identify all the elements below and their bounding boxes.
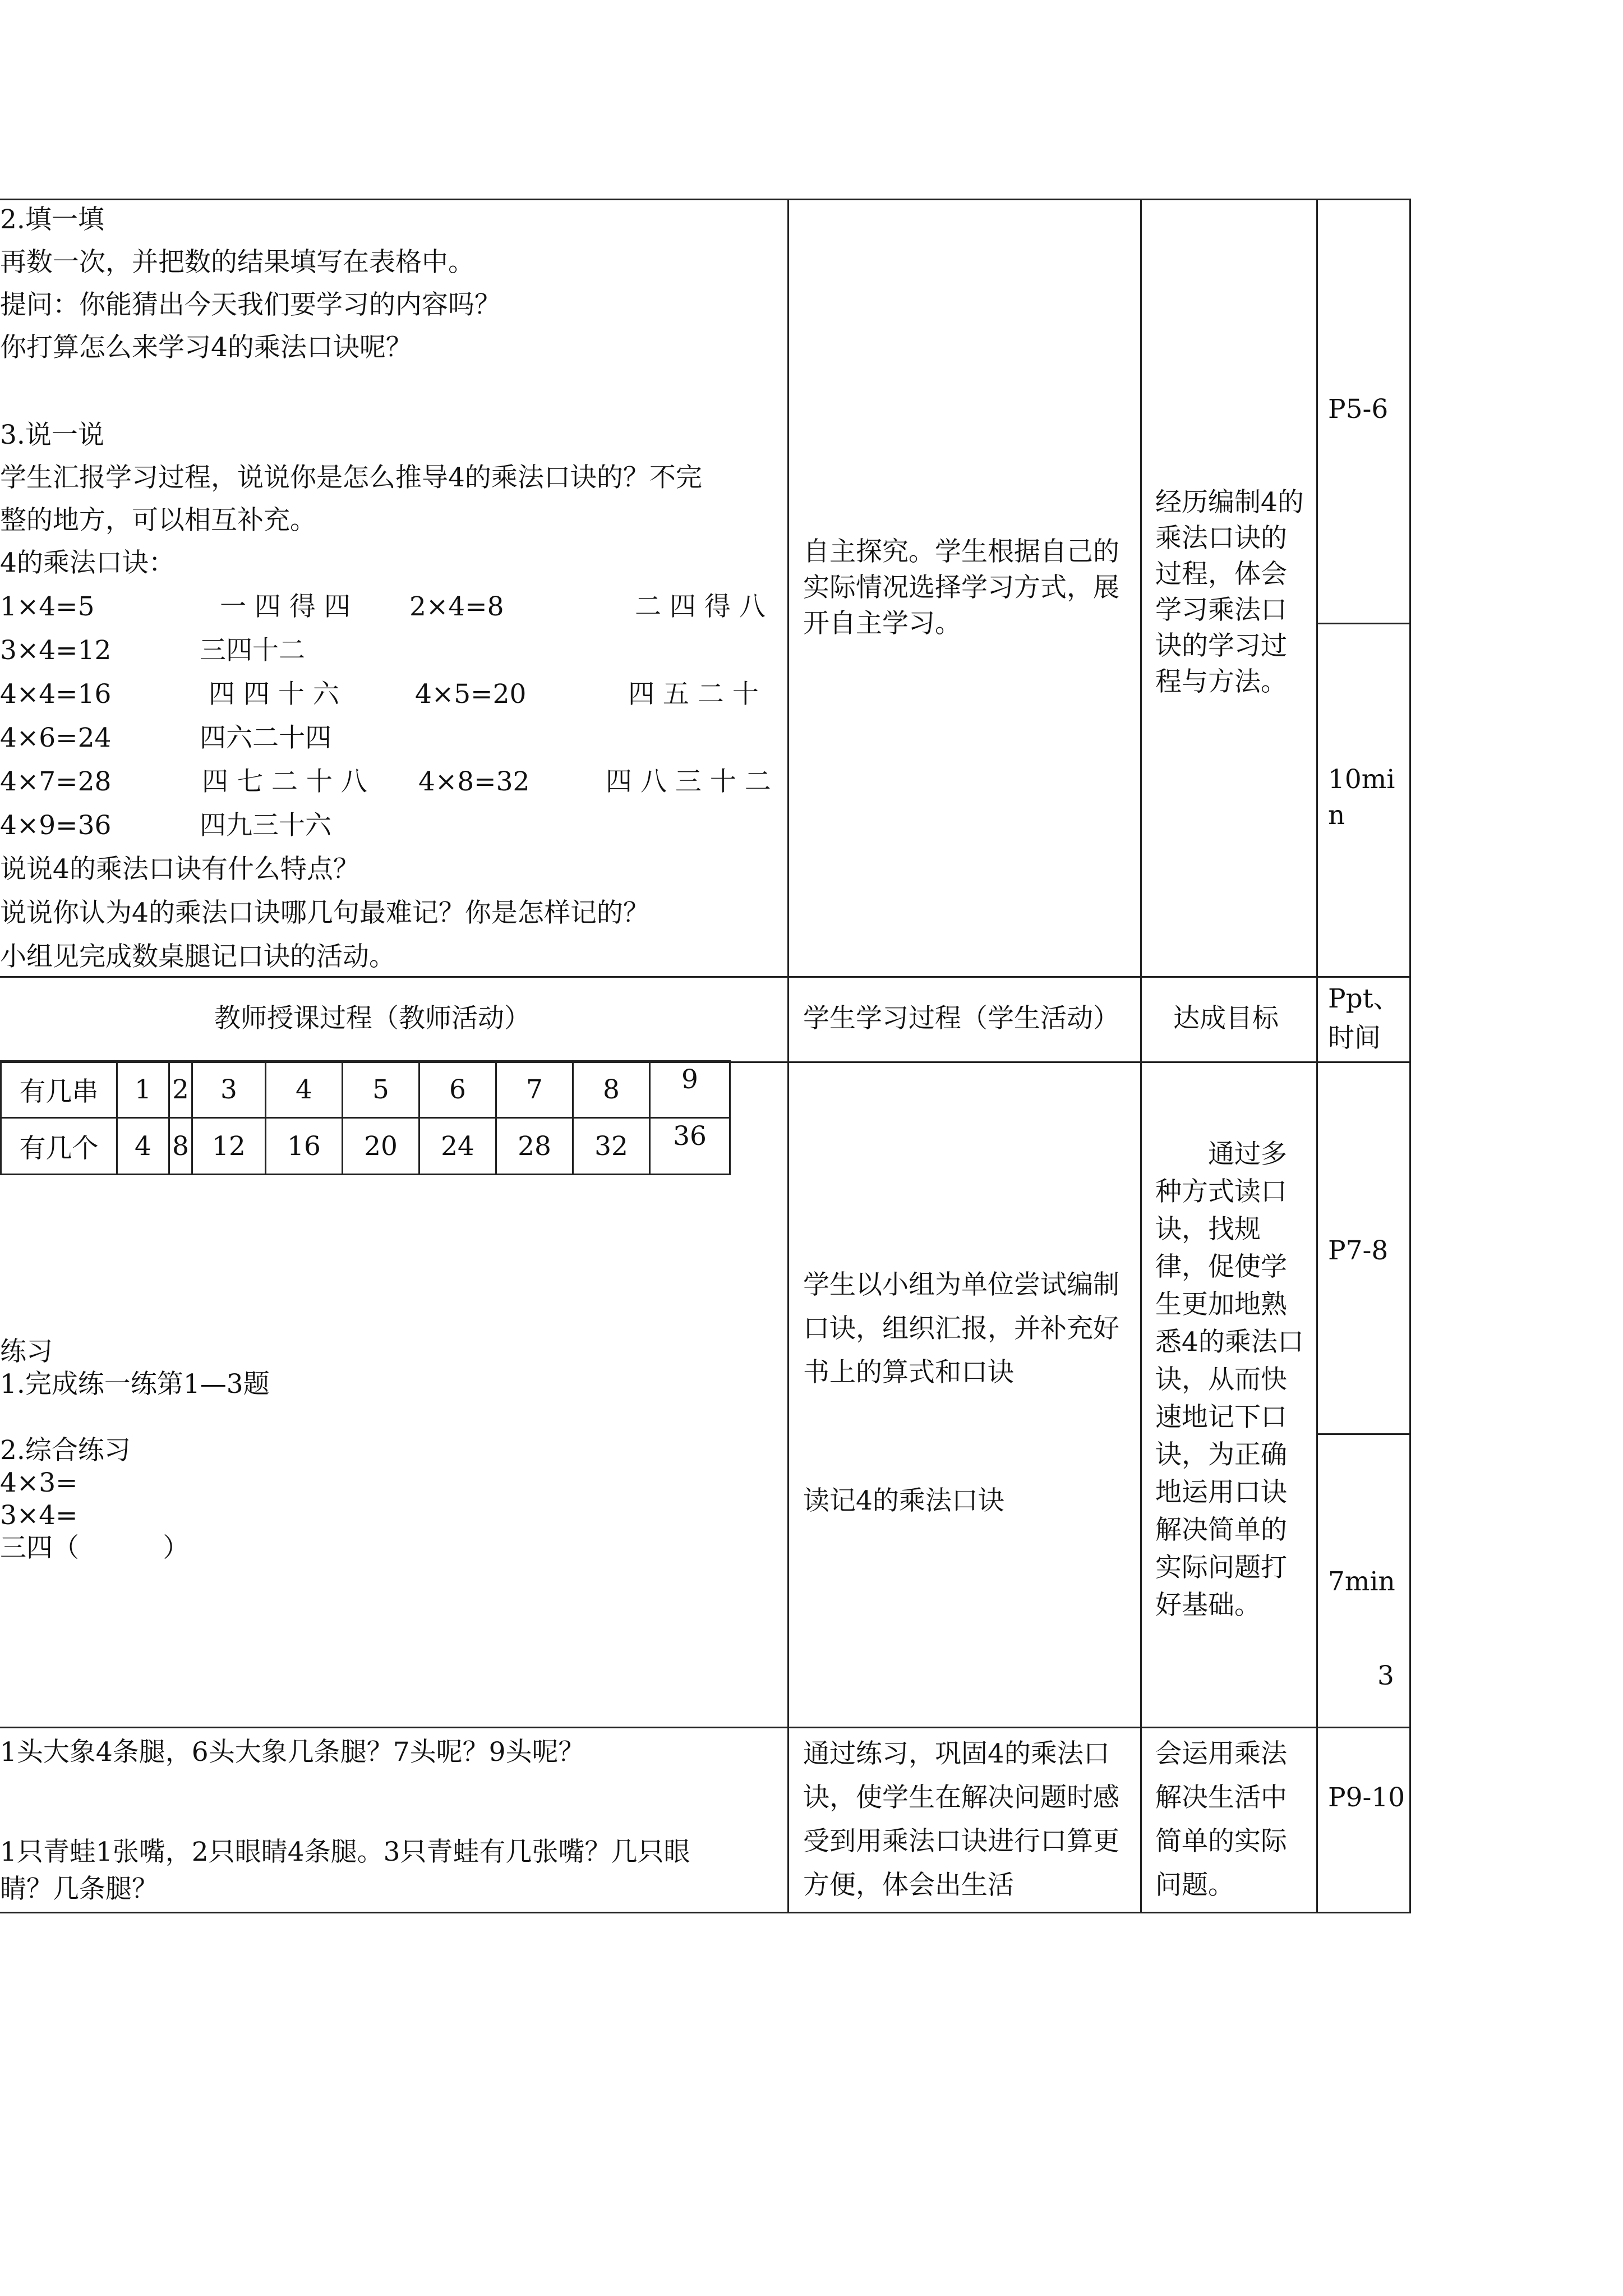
section3-goal: 会运用乘法解决生活中简单的实际问题。: [1155, 1738, 1287, 1901]
formula-verse: 二 四 得 八: [635, 591, 766, 622]
text-line: 睛？几条腿？: [0, 1874, 158, 1904]
formula: 4×8=32: [418, 766, 530, 797]
ppt-cell-divider-1: [1318, 623, 1411, 624]
table-bottom-border: [0, 1912, 1411, 1913]
text-line: 再数一次，并把数的结果填写在表格中。: [0, 247, 474, 278]
formula-verse: 四六二十四: [200, 723, 331, 753]
text-line: 三四（ ）: [0, 1533, 190, 1563]
table-cell: 3: [192, 1061, 266, 1118]
formula-verse: 四 八 三 十 二: [606, 766, 771, 797]
row-label: 有几个: [1, 1118, 117, 1175]
text-line: 2.填一填: [0, 204, 104, 235]
ppt-cell-divider-2: [1318, 1433, 1411, 1435]
header-ppt-time: Ppt、时间: [1328, 983, 1400, 1053]
text-line: 2.综合练习: [0, 1435, 131, 1466]
section1-time: 10min: [1328, 764, 1395, 831]
row-divider-1: [0, 976, 1411, 978]
text-line: 整的地方，可以相互补充。: [0, 505, 316, 536]
table-cell: 4: [117, 1118, 169, 1175]
text-line: 说说4的乘法口诀有什么特点？: [0, 854, 359, 885]
table-cell: 20: [343, 1118, 419, 1175]
formula: 2×4=8: [409, 591, 504, 622]
table-cell: 32: [573, 1118, 650, 1175]
formula-verse: 一 四 得 四: [220, 591, 351, 622]
table-cell: 28: [496, 1118, 573, 1175]
table-cell: 2: [169, 1061, 192, 1118]
text-line: 说说你认为4的乘法口诀哪几句最难记？你是怎样记的？: [0, 898, 649, 928]
text-line: 4×3=: [0, 1467, 78, 1498]
formula-verse: 四 五 二 十: [628, 679, 759, 710]
table-cell: 5: [343, 1061, 419, 1118]
header-goal: 达成目标: [1173, 1003, 1279, 1034]
formula-verse: 四 七 二 十 八: [202, 766, 367, 797]
table-cell: 6: [419, 1061, 496, 1118]
text-line: 3.说一说: [0, 420, 104, 450]
section3-ppt: P9-10: [1328, 1782, 1405, 1813]
text-line: 提问：你能猜出今天我们要学习的内容吗？: [0, 289, 501, 320]
section2-student-activity: 学生以小组为单位尝试编制口诀，组织汇报，并补充好书上的算式和口诀: [803, 1269, 1119, 1388]
table-row: [1, 1118, 730, 1175]
text-line: 3×4=: [0, 1500, 78, 1531]
table-cell: 36: [650, 1118, 730, 1175]
section1-ppt: P5-6: [1328, 394, 1389, 425]
header-teacher-activity: 教师授课过程（教师活动）: [214, 1003, 531, 1034]
text-line: 1头大象4条腿，6头大象几条腿？7头呢？9头呢？: [0, 1737, 585, 1768]
formula-verse: 三四十二: [200, 635, 305, 666]
section2-ppt: P7-8: [1328, 1235, 1389, 1266]
formula: 3×4=12: [0, 635, 112, 666]
row-divider-3: [0, 1727, 1411, 1728]
table-cell: 9: [650, 1061, 730, 1118]
page-number: 3: [1377, 1660, 1394, 1691]
section1-student-activity: 自主探究。学生根据自己的实际情况选择学习方式，展开自主学习。: [803, 536, 1119, 639]
formula: 4×5=20: [415, 679, 527, 710]
column-divider-1: [787, 199, 789, 1913]
section2-goal: 通过多种方式读口诀，找规律，促使学生更加地熟悉4的乘法口诀，从而快速地记下口诀，为正确地运用口诀解决简单的实际问题打好基础。: [1155, 1139, 1304, 1621]
column-divider-2: [1140, 199, 1142, 1913]
table-cell: 24: [419, 1118, 496, 1175]
section1-goal: 经历编制4的乘法口诀的过程，体会学习乘法口诀的学习过程与方法。: [1155, 487, 1304, 697]
section2-student-reading: 读记4的乘法口诀: [803, 1485, 1004, 1516]
table-cell: 8: [573, 1061, 650, 1118]
section3-student-activity: 通过练习，巩固4的乘法口诀，使学生在解决问题时感受到用乘法口诀进行口算更方便，体会出生活: [803, 1738, 1119, 1901]
column-divider-3: [1316, 199, 1318, 1913]
formula: 4×6=24: [0, 723, 112, 753]
text-line: 小组见完成数桌腿记口诀的活动。: [0, 941, 395, 972]
text-line: 1.完成练一练第1—3题: [0, 1369, 270, 1400]
text-line: 你打算怎么来学习4的乘法口诀呢？: [0, 332, 412, 363]
formula: 4×7=28: [0, 766, 112, 797]
text-line: 练习: [0, 1336, 53, 1367]
table-cell: 7: [496, 1061, 573, 1118]
formula: 4×9=36: [0, 810, 112, 841]
formula: 4×4=16: [0, 679, 112, 710]
formula: 1×4=5: [0, 591, 95, 622]
text-line: 4的乘法口诀：: [0, 547, 175, 578]
text-line: 1只青蛙1张嘴，2只眼睛4条腿。3只青蛙有几张嘴？几只眼: [0, 1837, 690, 1867]
row-label: 有几串: [1, 1061, 117, 1118]
header-student-activity: 学生学习过程（学生活动）: [803, 1003, 1119, 1034]
multiplication-count-table: [0, 1060, 731, 1175]
table-cell: 4: [266, 1061, 343, 1118]
table-cell: 1: [117, 1061, 169, 1118]
section2-time: 7min: [1328, 1566, 1395, 1597]
table-right-border: [1409, 199, 1411, 1913]
table-cell: 12: [192, 1118, 266, 1175]
table-top-border: [0, 199, 1411, 200]
formula-verse: 四 四 十 六: [209, 679, 339, 710]
formula-verse: 四九三十六: [200, 810, 331, 841]
table-cell: 16: [266, 1118, 343, 1175]
table-row: [1, 1061, 730, 1118]
table-cell: 8: [169, 1118, 192, 1175]
text-line: 学生汇报学习过程，说说你是怎么推导4的乘法口诀的？不完: [0, 462, 702, 493]
